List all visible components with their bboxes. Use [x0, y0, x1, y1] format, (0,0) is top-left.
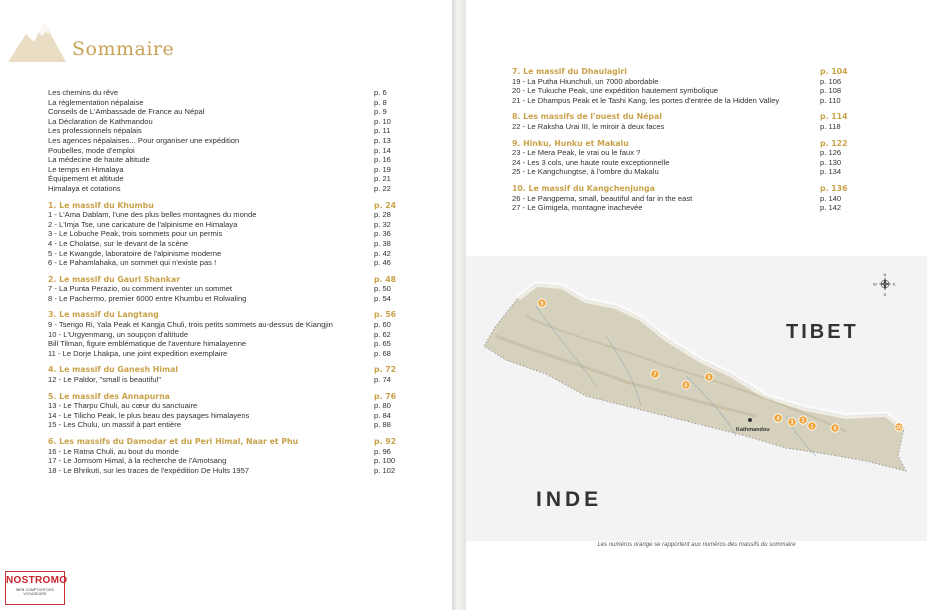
page-title: Sommaire — [72, 38, 175, 60]
toc-entry — [48, 107, 387, 117]
toc-entry — [48, 348, 391, 359]
toc-entry — [48, 465, 396, 476]
toc-entry-title: 6. Les massifs du Damodar et du Peri Himal, Naar et Phu — [48, 437, 299, 446]
toc-entry — [48, 248, 391, 259]
toc-section-heading — [48, 274, 397, 285]
map-caption: Les numéros orange se rapportent aux numéros des massifs du sommaire — [597, 542, 796, 548]
toc-entry-title: Les agences népalaises... Pour organiser une expédition — [48, 135, 240, 145]
toc-entry — [48, 284, 391, 294]
toc-page-number: p. 14 — [374, 145, 391, 155]
logo-tagline: WEB COMPTOIR DES VOYAGEURS — [16, 588, 54, 596]
toc-page-number: p. 13 — [374, 135, 391, 145]
toc-entry — [512, 77, 842, 87]
toc-entry — [48, 420, 391, 430]
toc-page-number: p. 118 — [820, 121, 841, 131]
massif-marker-label: 2 — [801, 417, 805, 424]
toc-entry-title: 4 - Le Cholatse, sur le devant de la scène — [48, 238, 189, 248]
toc-entry — [48, 446, 391, 457]
toc-entry-title: 6 - Le Pahamlahaka, un sommet qui n'existe pas ! — [48, 258, 217, 268]
toc-page-number: p. 130 — [820, 157, 842, 167]
toc-entry-title: 13 - Le Tharpu Chuli, au cœur du sanctuaire — [48, 401, 198, 411]
toc-entry-title: 3. Le massif du Langtang — [48, 310, 159, 320]
svg-text:N: N — [883, 272, 887, 277]
toc-page-number: p. 60 — [374, 320, 391, 330]
toc-page-number: p. 76 — [374, 391, 397, 401]
toc-entry — [48, 116, 391, 127]
toc-entry-title: 7 - La Punta Perazio, ou comment inventer un sommet — [48, 284, 233, 294]
toc-entry — [48, 155, 391, 165]
toc-entry — [48, 229, 391, 239]
toc-page-number: p. 92 — [374, 437, 397, 446]
massif-marker-label: 7 — [653, 371, 657, 378]
toc-page-number: p. 104 — [820, 67, 848, 76]
toc-page-number: p. 21 — [374, 174, 391, 184]
toc-entry-title: 3 - Le Lobuche Peak, trois sommets pour un permis — [48, 229, 223, 239]
massif-marker-label: 1 — [810, 423, 814, 430]
toc-page-number: p. 142 — [820, 203, 842, 213]
toc-entry-title: Conseils de L'Ambassade de France au Népal — [48, 107, 205, 117]
toc-page-number: p. 74 — [374, 375, 391, 385]
toc-section-heading — [48, 391, 397, 402]
toc-entry-title: 26 - Le Pangpema, small, beautiful and far in the east — [512, 193, 693, 203]
toc-entry-title: 24 - Les 3 cols, une haute route exceptionnelle — [512, 157, 670, 167]
toc-page-number: p. 48 — [374, 274, 397, 284]
toc-entry-title: Les professionnels népalais — [48, 126, 142, 136]
toc-page-number: p. 56 — [374, 310, 397, 320]
toc-page-number: p. 28 — [374, 210, 391, 220]
massif-marker-label: 5 — [707, 374, 711, 381]
nepal-map — [466, 256, 927, 541]
toc-page-number: p. 50 — [374, 284, 391, 294]
toc-right — [512, 60, 848, 213]
kathmandou-label: Kathmandou — [736, 427, 770, 433]
toc-entry — [48, 183, 391, 194]
toc-page-number: p. 36 — [374, 229, 391, 239]
toc-entry-title: 8 - Le Pachermo, premier 6000 entre Khumbu et Rolwaling — [48, 293, 247, 303]
toc-page-number: p. 106 — [820, 76, 842, 86]
toc-entry-title: 21 - Le Dhampus Peak et le Tashi Kang, les portes d'entrée de la Hidden Valley — [512, 95, 780, 105]
toc-entry — [512, 158, 842, 168]
toc-section-heading — [512, 138, 848, 149]
toc-entry — [48, 339, 391, 349]
toc-entry — [48, 375, 391, 385]
toc-entry — [48, 219, 391, 230]
toc-entry-title: 22 - Le Raksha Urai III, le miroir à deux faces — [512, 121, 665, 131]
toc-section-heading — [48, 200, 397, 211]
toc-entry-title: 1. Le massif du Khumbu — [48, 200, 154, 210]
toc-entry-title: 10. Le massif du Kangchenjunga — [512, 183, 655, 193]
toc-entry — [512, 96, 842, 106]
toc-page-number: p. 22 — [374, 183, 391, 193]
toc-entry — [48, 88, 387, 98]
toc-entry-title: Équipement et altitude — [48, 174, 124, 184]
toc-page-number: p. 126 — [820, 148, 842, 158]
massif-marker-label: 4 — [776, 415, 780, 422]
toc-entry-title: 10 - L'Urgyenmang, un soupçon d'altitude — [48, 329, 189, 339]
toc-page-number: p. 24 — [374, 200, 397, 210]
toc-page-number: p. 65 — [374, 339, 391, 349]
toc-page-number: p. 19 — [374, 164, 391, 174]
toc-page-number: p. 46 — [374, 258, 391, 268]
toc-entry — [48, 456, 396, 466]
toc-page-number: p. 122 — [820, 138, 848, 148]
toc-entry — [48, 401, 391, 411]
toc-entry — [48, 126, 391, 136]
toc-entry-title: 11 - Le Dorje Lhakpa, une joint expedition exemplaire — [48, 348, 228, 358]
tibet-label: TIBET — [786, 321, 859, 343]
toc-entry — [48, 210, 391, 220]
toc-entry-title: Bill Tilman, figure emblématique de l'aventure himalayenne — [48, 339, 247, 349]
toc-entry-title: Himalaya et cotations — [48, 183, 121, 193]
toc-entry-title: Le temps en Himalaya — [48, 164, 124, 174]
toc-entry-title: 27 - Le Gimigela, montagne inachevée — [512, 203, 643, 213]
toc-section-heading — [48, 365, 397, 375]
toc-entry-title: 8. Les massifs de l'ouest du Népal — [512, 112, 662, 122]
toc-page-number: p. 88 — [374, 420, 391, 430]
toc-entry-title: 2. Le massif du Gauri Shankar — [48, 274, 181, 284]
toc-entry — [512, 148, 842, 158]
toc-entry-title: 2 - L'Imja Tse, une caricature de l'alpinisme en Himalaya — [48, 219, 238, 229]
toc-entry-title: 9 - Tserigo Ri, Yala Peak et Kangja Chuli, trois petits sommets au-dessus de Kiangjin — [48, 320, 333, 330]
toc-entry-title: Les chemins du rêve — [48, 88, 119, 97]
toc-page-number: p. 134 — [820, 167, 842, 177]
toc-page-number: p. 114 — [820, 112, 848, 122]
toc-entry-title: 5. Le massif des Annapurna — [48, 391, 170, 401]
massif-marker-label: 3 — [790, 419, 794, 426]
toc-entry-title: 17 - Le Jomsom Himal, à la recherche de l'Amotsang — [48, 456, 227, 466]
toc-entry — [48, 135, 391, 146]
toc-section-heading — [48, 437, 397, 447]
svg-text:S: S — [883, 292, 887, 297]
toc-section-heading — [512, 183, 848, 194]
nostromo-logo — [5, 571, 68, 605]
toc-section-heading — [48, 310, 397, 320]
toc-entry — [48, 329, 391, 340]
toc-page-number: p. 42 — [374, 248, 391, 258]
toc-page-number: p. 32 — [374, 219, 391, 229]
inde-label: INDE — [536, 488, 603, 511]
massif-marker-label: 10 — [896, 424, 902, 431]
toc-page-number: p. 100 — [374, 456, 396, 466]
toc-entry — [48, 145, 391, 156]
toc-entry-title: 16 - Le Ratna Chuli, au bout du monde — [48, 446, 179, 456]
toc-entry-title: Poubelles, mode d'emploi — [48, 145, 135, 155]
toc-entry — [512, 122, 842, 132]
toc-page-number: p. 16 — [374, 155, 391, 165]
toc-entry-title: 9. Hinku, Hunku et Makalu — [512, 138, 629, 148]
toc-entry — [512, 167, 842, 177]
toc-entry-title: 7. Le massif du Dhaulagiri — [512, 67, 627, 76]
toc-entry-title: 25 - Le Kangchungtse, à l'ombre du Makalu — [512, 167, 659, 177]
toc-page-number: p. 136 — [820, 183, 848, 193]
svg-text:E: E — [893, 281, 896, 287]
toc-entry-title: 15 - Les Chulu, un massif à part entière — [48, 420, 181, 430]
toc-entry — [512, 194, 842, 204]
toc-page-number: p. 84 — [374, 410, 391, 420]
toc-entry-title: La réglementation népalaise — [48, 97, 144, 107]
toc-page-number: p. 62 — [374, 329, 391, 339]
massif-marker-label: 9 — [833, 425, 837, 432]
toc-entry-title: La médecine de haute altitude — [48, 155, 150, 165]
toc-page-number: p. 72 — [374, 365, 397, 375]
toc-section-heading — [512, 112, 848, 122]
toc-page-number: p. 54 — [374, 293, 391, 303]
mountain-logo-icon — [8, 14, 68, 64]
toc-entry-title: 23 - Le Mera Peak, le vrai ou le faux ? — [512, 148, 641, 158]
toc-entry — [48, 164, 391, 175]
toc-entry — [512, 86, 842, 96]
toc-page-number: p. 110 — [820, 95, 841, 105]
book-gutter — [452, 0, 466, 610]
toc-page-number: p. 9 — [374, 107, 387, 117]
toc-entry — [48, 293, 391, 304]
toc-page-number: p. 11 — [374, 126, 391, 136]
toc-page-number: p. 102 — [374, 465, 396, 475]
toc-page-number: p. 140 — [820, 193, 842, 203]
toc-entry-title: 1 - L'Ama Dablam, l'une des plus belles montagnes du monde — [48, 210, 257, 220]
toc-page-number: p. 80 — [374, 401, 391, 411]
left-page — [0, 0, 452, 610]
toc-entry — [512, 203, 842, 213]
toc-page-number: p. 6 — [374, 88, 387, 97]
toc-entry-title: 12 - Le Paldor, "small is beautiful" — [48, 375, 162, 385]
toc-entry — [48, 258, 391, 268]
toc-page-number: p. 10 — [374, 116, 391, 126]
toc-entry — [48, 238, 391, 249]
logo-name: NOSTROMO — [6, 575, 68, 586]
toc-page-number: p. 38 — [374, 238, 391, 248]
toc-page-number: p. 96 — [374, 446, 391, 456]
toc-entry-title: 18 - Le Bhrikuti, sur les traces de l'expédition De Hults 1957 — [48, 465, 250, 475]
toc-left — [48, 88, 397, 475]
toc-entry — [48, 410, 391, 421]
toc-entry — [48, 97, 387, 108]
toc-page-number: p. 8 — [374, 97, 387, 107]
massif-marker-label: 6 — [684, 382, 688, 389]
toc-entry-title: 20 - Le Tukuche Peak, une expédition hautement symbolique — [512, 86, 719, 96]
toc-entry-title: 4. Le massif du Ganesh Himal — [48, 365, 179, 375]
toc-section-heading — [512, 67, 848, 77]
toc-page-number: p. 108 — [820, 86, 842, 96]
toc-entry-title: La Déclaration de Kathmandou — [48, 116, 153, 126]
svg-text:W: W — [873, 281, 877, 287]
toc-entry-title: 19 - La Putha Hiunchuli, un 7000 abordable — [512, 76, 659, 86]
toc-entry-title: 14 - Le Tilicho Peak, le plus beau des paysages himalayens — [48, 410, 250, 420]
toc-page-number: p. 68 — [374, 348, 391, 358]
toc-entry — [48, 174, 391, 184]
toc-entry — [48, 320, 391, 330]
toc-entry-title: 5 - Le Kwangde, laboratoire de l'alpinisme moderne — [48, 248, 222, 258]
massif-marker-label: 8 — [540, 300, 544, 307]
